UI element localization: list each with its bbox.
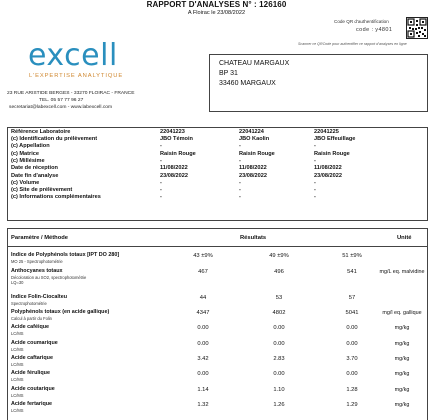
lab-contact: secretariat@labexcell.com - www.labexcell.com: [9, 105, 113, 111]
sample-info-value: -: [314, 158, 316, 164]
sample-info-row: [8, 158, 427, 165]
result-value: 1.29: [346, 402, 358, 408]
sample-info-label: Référence Laboratoire: [11, 129, 71, 135]
result-unit: mg/l eq. gallique: [382, 310, 422, 316]
sample-info-value: JBO Témoin: [160, 136, 193, 142]
result-value: 0.00: [346, 325, 358, 331]
result-unit: mg/kg: [394, 387, 410, 393]
sample-info-value: -: [160, 194, 162, 200]
result-parameter-name: Indice Folin-Ciocalteu: [11, 294, 68, 300]
result-method: MO 25 - Spectrophotométrie: [11, 258, 63, 264]
report-title: RAPPORT D'ANALYSES N° : 126160: [146, 0, 287, 9]
result-method: LC/MS: [11, 330, 24, 336]
header-parameter: Paramètre / Méthode: [11, 235, 69, 241]
result-value: 3.42: [197, 356, 209, 362]
lab-logo-text: excell: [28, 38, 118, 73]
sample-info-value: -: [160, 180, 162, 186]
header-unit: Unité: [397, 235, 412, 241]
sample-info-value: 23/08/2022: [160, 172, 188, 179]
result-method: LC/MS: [11, 346, 24, 352]
result-value: 0.00: [346, 371, 358, 377]
result-value: 467: [198, 269, 208, 275]
result-value: 0.00: [273, 371, 285, 377]
result-method: LC/MS: [11, 361, 24, 367]
result-value: 4347: [196, 310, 210, 316]
sample-info-value: 11/08/2022: [239, 165, 267, 171]
result-value: 1.28: [346, 387, 358, 393]
sample-info-value: JBO Kaolin: [239, 136, 270, 142]
result-value: 0.00: [346, 341, 358, 347]
result-value: 44: [199, 295, 207, 301]
result-method: LC/MS: [11, 392, 24, 398]
lab-tagline: L'EXPERTISE ANALYTIQUE: [29, 73, 124, 79]
result-parameter-name: Acide férulique: [11, 370, 50, 376]
sample-info-value: -: [314, 143, 316, 149]
result-parameter-name: Indice de Polyphénols totaux [IPT DO 280]: [11, 252, 120, 258]
client-city: 33460 MARGAUX: [219, 80, 276, 87]
result-unit: mg/kg: [394, 341, 410, 347]
sample-info-value: -: [239, 194, 241, 200]
results-table: [7, 228, 428, 420]
sample-info-value: -: [239, 143, 241, 149]
qr-code-icon[interactable]: [406, 17, 428, 39]
result-unit: mg/kg: [394, 356, 410, 362]
result-value: 496: [274, 269, 284, 275]
result-parameter-name: Polyphénols totaux (en acide gallique): [11, 309, 110, 315]
result-value: 4802: [272, 310, 286, 316]
result-method: Calcul à partir du Folin: [11, 315, 52, 321]
result-value: 49 ±9%: [269, 253, 289, 259]
sample-info-row: [8, 143, 427, 150]
report-date: A Floirac le 23/08/2022: [187, 10, 246, 16]
client-box: BP 31: [219, 70, 238, 77]
sample-info-value: 23/08/2022: [314, 172, 342, 179]
result-value: 57: [348, 295, 356, 301]
client-address-box: [209, 54, 428, 112]
result-method: Spectrophotométrie: [11, 300, 47, 306]
lab-address: 23 RUE ARISTIDE BERGES - 33270 FLOIRAC - FRANCE: [7, 91, 135, 96]
sample-info-value: -: [314, 194, 316, 200]
sample-info-label: (c) Millésime: [11, 158, 45, 164]
result-unit: mg/kg: [394, 371, 410, 377]
sample-info-row: [8, 129, 427, 136]
results-header: [8, 229, 427, 247]
result-value: 0.00: [197, 325, 209, 331]
result-value: 1.32: [197, 402, 209, 408]
lab-phone: TEL. 05 57 77 96 27: [39, 98, 84, 104]
lab-logo: [28, 37, 118, 71]
sample-info-label: (c) Appellation: [11, 143, 50, 149]
result-parameter-name: Acide coutarique: [11, 386, 55, 392]
sample-info-row: [8, 151, 427, 158]
result-parameter-name: Acide coumarique: [11, 340, 58, 346]
sample-info-value: -: [239, 187, 241, 193]
result-value: 3.70: [346, 356, 358, 362]
result-parameter-name: Anthocyanes totaux: [11, 268, 63, 274]
sample-info-value: -: [160, 187, 162, 193]
qr-label: Code QR d'authentification: [334, 19, 389, 24]
result-parameter-name: Acide caféique: [11, 324, 50, 330]
header-results: Résultats: [240, 235, 267, 241]
result-value: 5041: [345, 310, 359, 316]
sample-info-value: -: [239, 158, 241, 164]
sample-info-value: Raisin Rouge: [314, 150, 350, 157]
sample-info-label: (c) Volume: [11, 180, 40, 186]
sample-info-row: [8, 187, 427, 194]
sample-info-value: -: [160, 143, 162, 149]
result-value: 53: [275, 295, 283, 301]
sample-info-value: 22041225: [314, 129, 339, 135]
sample-info-value: -: [314, 187, 316, 193]
lab-address-block: [7, 90, 134, 111]
result-parameter-name: Acide caftarique: [11, 355, 53, 361]
sample-info-label: (c) Site de prélèvement: [11, 187, 73, 193]
result-value: 51 ±9%: [342, 253, 362, 259]
sample-info-label: Date fin d'analyse: [11, 172, 59, 179]
sample-info-row: [8, 194, 427, 201]
result-value: 0.00: [197, 341, 209, 347]
qr-code-line: code : y4801: [356, 27, 393, 33]
sample-info-value: JBO Effeuillage: [314, 136, 356, 142]
sample-info-label: (c) Informations complémentaires: [11, 194, 101, 200]
sample-info-label: (c) Identification du prélèvement: [11, 136, 98, 142]
result-value: 43 ±9%: [193, 253, 213, 259]
sample-info-value: 11/08/2022: [314, 165, 342, 171]
sample-info-value: Raisin Rouge: [239, 150, 275, 157]
result-value: 2.83: [273, 356, 285, 362]
result-unit: mg/L eq. malvidine: [379, 269, 425, 275]
result-method: LQ=30: [11, 280, 24, 286]
sample-info-value: -: [160, 158, 162, 164]
result-value: 0.00: [273, 325, 285, 331]
sample-info-value: Raisin Rouge: [160, 150, 196, 157]
sample-info-value: 11/08/2022: [160, 165, 188, 171]
result-parameter-name: Acide fertarique: [11, 401, 53, 407]
result-value: 1.14: [197, 387, 209, 393]
qr-note: Scanner ce QRCode pour authentifier ce rapport d'analyses en ligne: [298, 42, 407, 46]
result-method: LC/MS: [11, 407, 24, 413]
sample-info-box: [7, 127, 428, 221]
sample-info-value: -: [239, 180, 241, 186]
result-value: 1.26: [273, 402, 285, 408]
result-value: 541: [347, 269, 357, 275]
result-unit: mg/kg: [394, 325, 410, 331]
result-value: 0.00: [197, 371, 209, 377]
client-name: CHATEAU MARGAUX: [219, 60, 290, 67]
result-method: Décoloration au SO2, spectrophotométrie: [11, 274, 87, 280]
sample-info-label: (c) Matrice: [11, 150, 39, 157]
sample-info-row: [8, 136, 427, 143]
result-value: 1.10: [273, 387, 285, 393]
sample-info-row: [8, 180, 427, 187]
sample-info-label: Date de réception: [11, 165, 58, 171]
result-unit: mg/kg: [394, 402, 410, 408]
sample-info-value: 23/08/2022: [239, 172, 267, 179]
sample-info-value: 22041223: [160, 129, 185, 135]
sample-info-value: 22041224: [239, 129, 264, 135]
result-value: 0.00: [273, 341, 285, 347]
sample-info-value: -: [314, 180, 316, 186]
result-method: LC/MS: [11, 376, 24, 382]
sample-info-row: [8, 165, 427, 172]
sample-info-row: [8, 173, 427, 180]
